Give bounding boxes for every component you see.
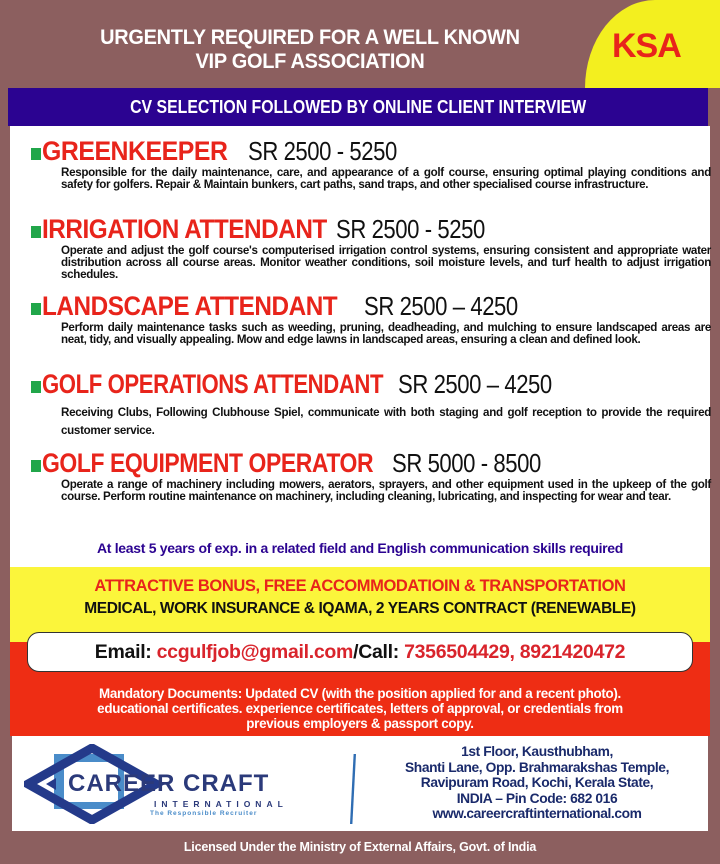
job-description: Receiving Clubs, Following Clubhouse Spiel, communicate with both staging and golf reception to provide the required customer service. (61, 406, 711, 437)
address-line1: 1st Floor, Kausthubham, (461, 744, 613, 759)
bullet-icon (31, 148, 41, 160)
job-listing-irrigation-attendant (36, 214, 716, 281)
vertical-divider (350, 754, 356, 824)
job-salary: SR 2500 – 4250 (364, 291, 518, 321)
job-title: GOLF EQUIPMENT OPERATOR (42, 448, 374, 478)
job-listing-landscape-attendant (36, 291, 716, 346)
job-title: GOLF OPERATIONS ATTENDANT (42, 369, 384, 399)
job-description: Responsible for the daily maintenance, care, and appearance of a golf course, ensuring optimal playing conditions and safety for golfers. Repair & Maintain bunkers, cart paths, sand traps, and other specialised course infrastructure. (61, 166, 711, 191)
contact-box (27, 632, 693, 672)
job-description: Perform daily maintenance tasks such as weeding, pruning, deadheading, and mulching to ensure landscaped areas are neat, tidy, and visually appealing. Mow and edge lawns in landscaped areas, ensuring a clean and defined look. (61, 321, 711, 346)
job-listing-golf-equipment-operator (36, 448, 716, 503)
job-listings (10, 126, 710, 567)
bullet-icon (31, 226, 41, 238)
email-link[interactable]: ccgulfjob@gmail.com (156, 641, 354, 663)
company-address (372, 744, 702, 822)
job-listing-greenkeeper (36, 136, 716, 191)
call-label: Call: (358, 641, 405, 663)
documents-line2: educational certificates. experience certificates, letters of approval, or credentials from (97, 701, 623, 716)
company-name: CAREER CRAFT (68, 770, 270, 797)
country-badge-label: KSA (612, 27, 681, 65)
address-line3: Ravipuram Road, Kochi, Kerala State, (420, 775, 654, 790)
header-title-line2: VIP GOLF ASSOCIATION (195, 50, 425, 73)
license-notice: Licensed Under the Ministry of External Affairs, Govt. of India (183, 840, 537, 854)
header-title-line1: URGENTLY REQUIRED FOR A WELL KNOWN (100, 26, 520, 49)
header-title (16, 26, 605, 74)
job-listing-golf-operations-attendant (36, 369, 716, 440)
company-subtitle: INTERNATIONAL (154, 799, 288, 809)
job-description: Operate a range of machinery including mowers, aerators, sprayers, and other equipment used in the upkeep of the golf course. Perform routine maintenance on machinery, including cleaning, lubricating, and inspecting for wear and tear. (61, 478, 711, 503)
company-website-link[interactable]: www.careercraftinternational.com (432, 806, 642, 821)
header (0, 0, 720, 88)
banner-text: CV SELECTION FOLLOWED BY ONLINE CLIENT INTERVIEW (129, 97, 587, 117)
email-label: Email: (94, 641, 157, 663)
job-salary: SR 5000 - 8500 (391, 448, 541, 478)
company-footer (12, 736, 708, 831)
bullet-icon (31, 460, 41, 472)
documents-line1: Mandatory Documents: Updated CV (with the position applied for and a recent photo). (99, 686, 621, 701)
benefits-section (10, 567, 710, 642)
bullet-icon (31, 381, 41, 393)
phone-numbers[interactable]: 7356504429, 8921420472 (404, 641, 626, 663)
benefits-line1: ATTRACTIVE BONUS, FREE ACCOMMODATIOIN & TRANSPORTATION (94, 577, 626, 595)
documents-line3: previous employers & passport copy. (246, 716, 474, 731)
benefits-line2: MEDICAL, WORK INSURANCE & IQAMA, 2 YEARS CONTRACT (RENEWABLE) (84, 600, 636, 617)
job-title: GREENKEEPER (42, 136, 228, 166)
company-logo (24, 744, 314, 824)
selection-banner (8, 88, 708, 126)
job-description: Operate and adjust the golf course's computerised irrigation control systems, ensuring consistent and appropriate water distribution across all course areas. Monitor weather conditions, soil moisture levels, and turf health to adjust irrigation schedules. (61, 244, 711, 281)
job-salary: SR 2500 - 5250 (247, 136, 397, 166)
address-line2: Shanti Lane, Opp. Brahmarakshas Temple, (405, 759, 669, 775)
job-salary: SR 2500 – 4250 (397, 369, 552, 399)
address-line4: INDIA – Pin Code: 682 016 (456, 790, 618, 806)
country-badge (585, 0, 720, 88)
experience-requirement: At least 5 years of exp. in a related field and English communication skills required (96, 540, 624, 556)
job-title: IRRIGATION ATTENDANT (42, 214, 327, 244)
contact-separator: / (353, 641, 359, 663)
job-title: LANDSCAPE ATTENDANT (42, 291, 338, 321)
company-tagline: The Responsible Recruiter (150, 810, 258, 817)
job-salary: SR 2500 - 5250 (336, 214, 486, 244)
bullet-icon (31, 303, 41, 315)
mandatory-documents (10, 686, 710, 731)
